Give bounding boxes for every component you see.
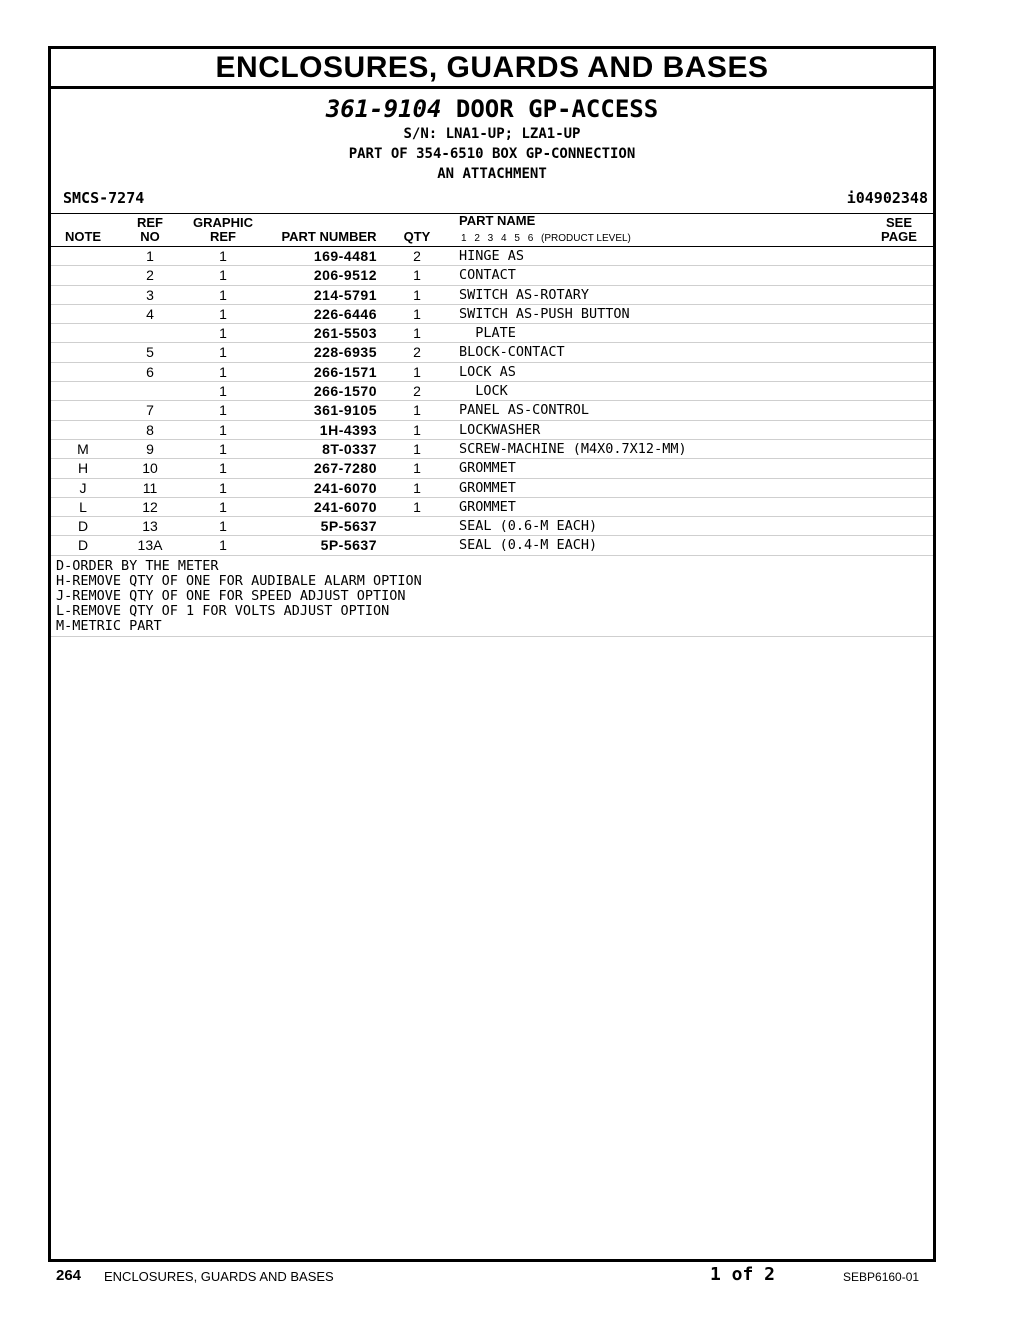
col-see-bottom: PAGE — [881, 229, 917, 244]
row-ref-no: 2 — [146, 267, 154, 284]
group-title — [51, 89, 933, 124]
row-ref-no: 3 — [146, 286, 154, 303]
row-part-name: GROMMET — [459, 498, 516, 515]
table-row — [51, 343, 933, 362]
row-qty: 1 — [413, 305, 421, 322]
note-line: D-ORDER BY THE METER — [56, 557, 219, 574]
parts-table-body — [51, 247, 933, 556]
row-qty: 1 — [413, 402, 421, 419]
row-part-name: LOCK — [459, 383, 508, 400]
row-part-name: PANEL AS-CONTROL — [459, 402, 590, 419]
table-row — [51, 247, 933, 266]
parts-page-frame — [48, 46, 936, 1262]
row-part-number: 169-4481 — [313, 248, 377, 264]
row-graphic-ref: 1 — [219, 383, 227, 400]
footer-page-number: 264 — [56, 1267, 82, 1284]
row-graphic-ref: 1 — [219, 363, 227, 380]
column-headers — [51, 214, 933, 247]
col-see-top: SEE — [885, 215, 912, 230]
row-note: L — [79, 498, 87, 515]
row-ref-no: 7 — [146, 402, 154, 419]
row-part-name: GROMMET — [459, 460, 516, 477]
section-title: ENCLOSURES, GUARDS AND BASES — [51, 49, 933, 89]
row-graphic-ref: 1 — [219, 421, 227, 438]
group-part-name: DOOR GP-ACCESS — [455, 95, 659, 123]
col-see-page — [873, 216, 925, 244]
row-graphic-ref: 1 — [219, 325, 227, 342]
row-part-number: 5P-5637 — [320, 518, 377, 535]
table-row — [51, 421, 933, 440]
row-graphic-ref: 1 — [219, 460, 227, 477]
col-note: NOTE — [64, 229, 102, 244]
row-qty: 2 — [413, 344, 421, 361]
row-part-number: 267-7280 — [313, 460, 377, 477]
smcs-code: SMCS-7274 — [63, 189, 145, 207]
row-note: J — [79, 479, 87, 496]
row-note: M — [77, 440, 89, 457]
row-part-name: LOCKWASHER — [459, 421, 541, 438]
row-graphic-ref: 1 — [219, 344, 227, 361]
row-part-name: SEAL (0.6-M EACH) — [459, 518, 598, 535]
row-part-name: HINGE AS — [459, 248, 525, 264]
table-row — [51, 363, 933, 382]
row-part-name: SCREW-MACHINE (M4X0.7X12-MM) — [459, 440, 687, 457]
table-row — [51, 498, 933, 517]
row-part-number: 241-6070 — [313, 479, 377, 496]
row-graphic-ref: 1 — [219, 518, 227, 535]
row-part-number: 228-6935 — [313, 344, 377, 361]
row-ref-no: 11 — [142, 479, 158, 496]
row-ref-no: 13 — [142, 518, 158, 535]
col-ref-top: REF — [137, 215, 163, 230]
table-row — [51, 536, 933, 555]
footer-doc-id: SEBP6160-01 — [843, 1270, 920, 1284]
row-qty: 2 — [413, 248, 421, 264]
row-ref-no: 5 — [146, 344, 154, 361]
row-part-name: GROMMET — [459, 479, 516, 496]
row-graphic-ref: 1 — [219, 305, 227, 322]
row-note: H — [77, 460, 89, 477]
row-qty: 1 — [413, 325, 421, 342]
table-row — [51, 305, 933, 324]
product-level-label: (PRODUCT LEVEL) — [541, 233, 631, 244]
row-note: D — [77, 537, 89, 554]
group-part-number: 361-9104 — [325, 95, 442, 123]
footer-page-of: 1 of 2 — [710, 1264, 776, 1285]
row-qty: 1 — [413, 286, 421, 303]
row-ref-no: 4 — [146, 305, 154, 322]
col-part-number: PART NUMBER — [281, 229, 377, 244]
table-row — [51, 266, 933, 285]
table-row — [51, 324, 933, 343]
col-part-name: PART NAME — [459, 213, 536, 228]
row-part-number: 266-1570 — [313, 383, 377, 400]
table-row — [51, 459, 933, 478]
note-line: L-REMOVE QTY OF 1 FOR VOLTS ADJUST OPTION — [56, 602, 390, 619]
note-line: M-METRIC PART — [56, 617, 162, 634]
row-ref-no: 13A — [137, 537, 163, 554]
row-qty: 1 — [413, 363, 421, 380]
row-qty: 1 — [413, 267, 421, 284]
row-qty: 1 — [413, 479, 421, 496]
row-graphic-ref: 1 — [219, 267, 227, 284]
row-ref-no: 9 — [146, 440, 154, 457]
note-line: H-REMOVE QTY OF ONE FOR AUDIBALE ALARM OPTION — [56, 572, 422, 589]
row-part-name: PLATE — [459, 325, 516, 342]
row-part-number: 226-6446 — [313, 305, 377, 322]
row-part-number: 214-5791 — [313, 286, 377, 303]
col-ref-no — [128, 216, 172, 244]
row-graphic-ref: 1 — [219, 248, 227, 264]
row-part-name: SWITCH AS-PUSH BUTTON — [459, 305, 630, 322]
row-part-name: SEAL (0.4-M EACH) — [459, 537, 598, 554]
notes-block — [51, 556, 933, 637]
product-levels — [461, 233, 631, 244]
col-graphic-ref — [189, 216, 257, 244]
row-part-name: CONTACT — [459, 267, 516, 284]
row-part-number: 266-1571 — [313, 363, 377, 380]
row-ref-no: 12 — [142, 498, 158, 515]
row-graphic-ref: 1 — [219, 498, 227, 515]
row-part-number: 5P-5637 — [320, 537, 377, 554]
row-part-number: 261-5503 — [313, 325, 377, 342]
row-part-name: BLOCK-CONTACT — [459, 344, 565, 361]
row-graphic-ref: 1 — [219, 537, 227, 554]
row-note: D — [77, 518, 89, 535]
row-part-number: 241-6070 — [313, 498, 377, 515]
row-ref-no: 1 — [146, 248, 154, 264]
col-graphic-bottom: REF — [210, 229, 236, 244]
note-line: J-REMOVE QTY OF ONE FOR SPEED ADJUST OPTION — [56, 587, 406, 604]
row-graphic-ref: 1 — [219, 286, 227, 303]
table-row — [51, 401, 933, 420]
row-ref-no: 8 — [146, 421, 154, 438]
table-row — [51, 440, 933, 459]
col-ref-bottom: NO — [140, 229, 160, 244]
row-qty: 1 — [413, 421, 421, 438]
row-part-name: LOCK AS — [459, 363, 516, 380]
col-qty: QTY — [403, 229, 431, 244]
table-row — [51, 479, 933, 498]
table-row — [51, 517, 933, 536]
serial-range: S/N: LNA1-UP; LZA1-UP — [403, 126, 581, 142]
row-qty: 2 — [413, 383, 421, 400]
attachment-line: AN ATTACHMENT — [437, 166, 547, 182]
col-graphic-top: GRAPHIC — [193, 215, 253, 230]
row-graphic-ref: 1 — [219, 440, 227, 457]
part-of-line: PART OF 354-6510 BOX GP-CONNECTION — [348, 146, 636, 162]
row-qty: 1 — [413, 498, 421, 515]
table-row — [51, 382, 933, 401]
group-header — [51, 89, 933, 214]
row-part-number: 1H-4393 — [319, 421, 377, 438]
row-ref-no: 10 — [142, 460, 158, 477]
illustration-id: i04902348 — [846, 189, 928, 207]
table-row — [51, 286, 933, 305]
row-part-number: 206-9512 — [313, 267, 377, 284]
row-qty: 1 — [413, 440, 421, 457]
footer-section: ENCLOSURES, GUARDS AND BASES — [104, 1269, 334, 1284]
row-ref-no: 6 — [146, 363, 154, 380]
row-graphic-ref: 1 — [219, 402, 227, 419]
row-graphic-ref: 1 — [219, 479, 227, 496]
row-part-number: 361-9105 — [313, 402, 377, 419]
row-part-number: 8T-0337 — [322, 440, 377, 457]
level-numbers: 1 2 3 4 5 6 — [461, 233, 534, 244]
row-qty: 1 — [413, 460, 421, 477]
row-part-name: SWITCH AS-ROTARY — [459, 286, 590, 303]
